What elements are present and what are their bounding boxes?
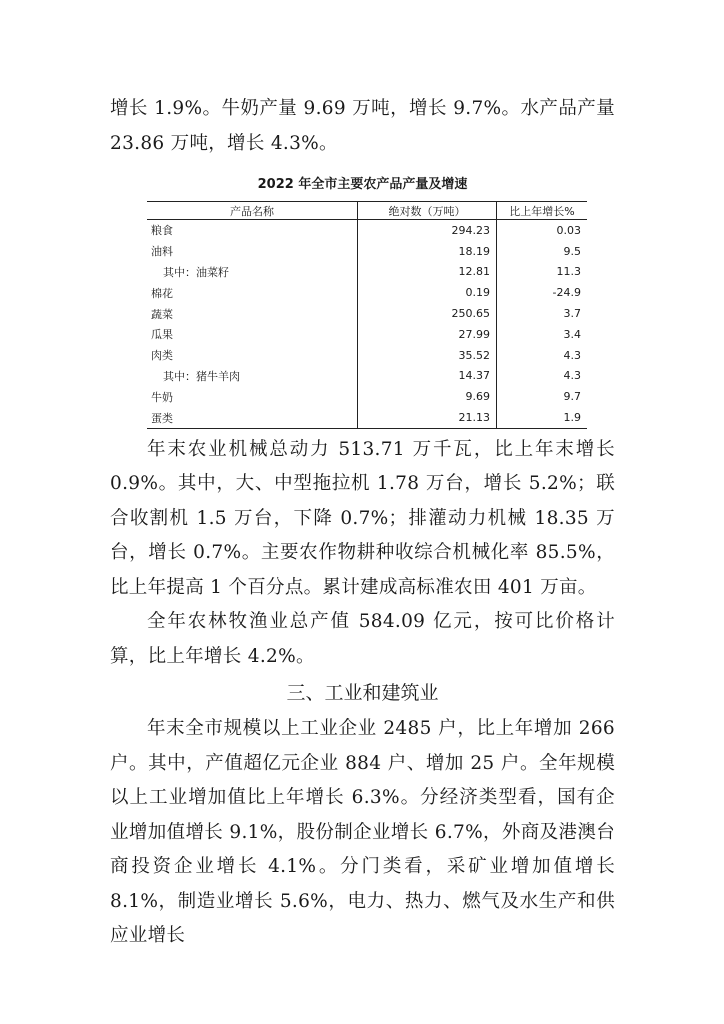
table-row	[147, 345, 587, 366]
table-row	[147, 241, 587, 262]
cell-absolute-value: 250.65	[358, 303, 497, 324]
cell-absolute-value: 0.19	[358, 282, 497, 303]
industry-paragraph: 年末全市规模以上工业企业 2485 户，比上年增加 266 户。其中，产值超亿元企业 884 户、增加 25 户。全年规模以上工业增加值比上年增长 6.3%。分经济类型看，国有企业增加值增长 9.1%，股份制企业增长 6.7%，外商及港澳台商投资企业增长 4.1%。分门类看，采矿业增加值增长 8.1%，制造业增长 5.6%，电力、热力、燃气及水生产和供应业增长	[110, 718, 615, 947]
table-row	[147, 386, 587, 407]
cell-growth-rate: 1.9	[563, 411, 581, 425]
document-page	[110, 92, 615, 954]
cell-absolute-value: 21.13	[358, 407, 497, 428]
cell-product-name: 牛奶	[151, 390, 173, 404]
header-product-name: 产品名称	[147, 202, 358, 220]
table-header-row	[147, 202, 587, 220]
cell-absolute-value: 14.37	[358, 366, 497, 387]
machinery-paragraph: 年末农业机械总动力 513.71 万千瓦，比上年末增长 0.9%。其中，大、中型拖拉机 1.78 万台，增长 5.2%；联合收割机 1.5 万台，下降 0.7%；排灌动力机械 18.35 万台，增长 0.7%。主要农作物耕种收综合机械化率 85.5%，比上年提高 1 个百分点。累计建成高标准农田 401 万亩。	[110, 438, 615, 598]
cell-product-name: 肉类	[151, 349, 173, 363]
cell-product-name: 棉花	[151, 286, 173, 300]
cell-absolute-value: 294.23	[358, 220, 497, 241]
cell-growth-rate: 3.4	[563, 327, 581, 341]
table-row	[147, 324, 587, 345]
table-row	[147, 262, 587, 283]
cell-product-name: 其中：油菜籽	[163, 265, 229, 279]
agri-output-table	[147, 201, 587, 429]
cell-absolute-value: 12.81	[358, 262, 497, 283]
cell-product-name: 蛋类	[151, 411, 173, 425]
cell-product-name: 油料	[151, 245, 173, 259]
cell-absolute-value: 18.19	[358, 241, 497, 262]
table-row	[147, 282, 587, 303]
cell-growth-rate: 9.7	[563, 390, 581, 404]
cell-absolute-value: 9.69	[358, 386, 497, 407]
table-title: 2022 年全市主要农产品产量及增速	[257, 177, 468, 192]
table-row	[147, 366, 587, 387]
cell-product-name: 瓜果	[151, 328, 173, 342]
cell-absolute-value: 35.52	[358, 345, 497, 366]
cell-absolute-value: 27.99	[358, 324, 497, 345]
cell-growth-rate: 4.3	[563, 348, 581, 362]
table-body	[147, 220, 587, 429]
table-row	[147, 407, 587, 428]
cell-growth-rate: -24.9	[552, 286, 581, 300]
output-value-paragraph: 全年农林牧渔业总产值 584.09 亿元，按可比价格计算，比上年增长 4.2%。	[110, 611, 615, 667]
agri-output-table-wrapper	[147, 201, 587, 429]
cell-growth-rate: 11.3	[556, 265, 581, 279]
table-row	[147, 303, 587, 324]
section-heading: 三、工业和建筑业	[286, 682, 439, 705]
cell-product-name: 粮食	[151, 224, 173, 238]
cell-product-name: 其中：猪牛羊肉	[163, 369, 240, 383]
cell-growth-rate: 3.7	[563, 307, 581, 321]
cell-growth-rate: 0.03	[556, 223, 581, 237]
cell-growth-rate: 4.3	[563, 369, 581, 383]
table-row	[147, 220, 587, 241]
header-absolute-value: 绝对数（万吨）	[358, 202, 497, 220]
cell-growth-rate: 9.5	[563, 244, 581, 258]
intro-paragraph: 增长 1.9%。牛奶产量 9.69 万吨，增长 9.7%。水产品产量 23.86 万吨，增长 4.3%。	[110, 98, 615, 154]
header-growth-rate: 比上年增长%	[497, 202, 588, 220]
cell-product-name: 蔬菜	[151, 307, 173, 321]
